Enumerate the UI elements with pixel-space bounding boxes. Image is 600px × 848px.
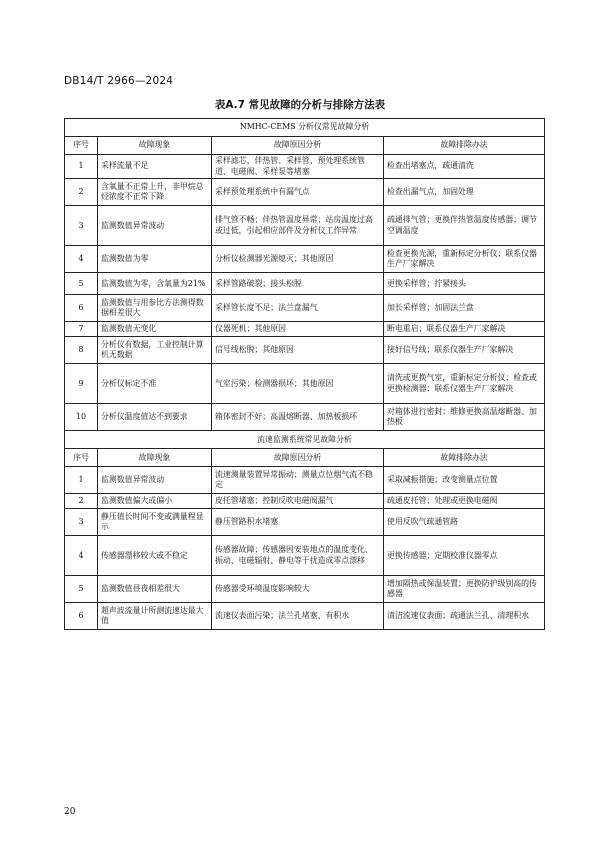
fault-cause: 采样管路破裂；接头松脱 — [212, 273, 384, 295]
column-header: 序号 — [65, 449, 98, 467]
fault-cause: 信号线松脱；其他原因 — [212, 337, 384, 364]
page-number: 20 — [64, 807, 76, 817]
row-number: 2 — [65, 494, 98, 509]
column-header-row — [65, 137, 545, 155]
row-number: 8 — [65, 337, 98, 364]
fault-remedy: 加长采样管；加固法兰盘 — [384, 295, 545, 322]
row-number: 7 — [65, 322, 98, 337]
row-number: 5 — [65, 576, 98, 603]
section-title: NMHC-CEMS 分析仪常见故障分析 — [65, 119, 545, 137]
fault-remedy: 对箱体进行密封；维修更换高温熔断器、加热板 — [384, 404, 545, 431]
row-number: 9 — [65, 364, 98, 404]
column-header: 故障原因分析 — [212, 449, 384, 467]
fault-symptom: 监测数值异常波动 — [98, 206, 212, 246]
row-number: 5 — [65, 273, 98, 295]
fault-remedy: 疏通排气管；更换伴热管温度传感器；调节空调温度 — [384, 206, 545, 246]
fault-remedy: 更换采样管；拧紧接头 — [384, 273, 545, 295]
fault-symptom: 分析仪有数据，工业控制计算机无数据 — [98, 337, 212, 364]
row-number: 6 — [65, 295, 98, 322]
table-row — [65, 494, 545, 509]
fault-remedy: 清洁流速仪表面；疏通法兰孔、清理积水 — [384, 603, 545, 630]
fault-symptom: 采样流量不足 — [98, 155, 212, 179]
fault-symptom: 传感器漂移较大或不稳定 — [98, 536, 212, 576]
section-title: 流速监测系统常见故障分析 — [65, 431, 545, 449]
fault-remedy: 检查更换光源，重新标定分析仪；联系仪器生产厂家解决 — [384, 246, 545, 273]
table-caption: 表A.7 常见故障的分析与排除方法表 — [214, 99, 386, 111]
fault-cause: 皮托管堵塞；控制反吹电磁阀漏气 — [212, 494, 384, 509]
fault-cause: 采样管长度不足；法兰盘漏气 — [212, 295, 384, 322]
fault-symptom: 监测数值与用参比方法测得数据相差很大 — [98, 295, 212, 322]
table-row — [65, 536, 545, 576]
table-row — [65, 206, 545, 246]
table-row — [65, 155, 545, 179]
fault-cause: 气室污染；检测器损坏；其他原因 — [212, 364, 384, 404]
standard-code: DB14/T 2966—2024 — [64, 75, 174, 87]
row-number: 1 — [65, 155, 98, 179]
column-header: 故障原因分析 — [212, 137, 384, 155]
fault-remedy: 检查出漏气点，加固处理 — [384, 179, 545, 206]
column-header: 故障现象 — [98, 137, 212, 155]
fault-cause: 采样滤芯、伴热管、采样管、预处理系统管道、电磁阀、采样泵等堵塞 — [212, 155, 384, 179]
fault-cause: 分析仪检测器光源熄灭；其他原因 — [212, 246, 384, 273]
fault-symptom: 含氧量不正常上升，非甲烷总烃浓度不正常下降 — [98, 179, 212, 206]
table-row — [65, 509, 545, 536]
column-header: 故障排除办法 — [384, 137, 545, 155]
row-number: 3 — [65, 206, 98, 246]
table-row — [65, 576, 545, 603]
table-row — [65, 364, 545, 404]
column-header: 故障现象 — [98, 449, 212, 467]
fault-cause: 采样预处理系统中有漏气点 — [212, 179, 384, 206]
table-row — [65, 603, 545, 630]
table-row — [65, 322, 545, 337]
fault-remedy: 采取减振措施；改变测量点位置 — [384, 467, 545, 494]
table-row — [65, 337, 545, 364]
fault-cause: 传感器受环境温度影响较大 — [212, 576, 384, 603]
fault-remedy: 清洗或更换气室，重新标定分析仪；检查或更换检测器；联系仪器生产厂家解决 — [384, 364, 545, 404]
table-row — [65, 273, 545, 295]
fault-symptom: 监测数值为零 — [98, 246, 212, 273]
fault-cause: 传感器故障；传感器因安装地点的温度变化、振动、电磁辐射、静电等干扰造成零点漂移 — [212, 536, 384, 576]
fault-symptom: 监测数值无变化 — [98, 322, 212, 337]
fault-symptom: 监测数值偏大或偏小 — [98, 494, 212, 509]
fault-remedy: 接好信号线；联系仪器生产厂家解决 — [384, 337, 545, 364]
row-number: 4 — [65, 246, 98, 273]
section-title-row — [65, 431, 545, 449]
row-number: 1 — [65, 467, 98, 494]
row-number: 3 — [65, 509, 98, 536]
row-number: 2 — [65, 179, 98, 206]
fault-remedy: 使用反吹气疏通管路 — [384, 509, 545, 536]
fault-remedy: 检查出堵塞点，疏通清洗 — [384, 155, 545, 179]
row-number: 10 — [65, 404, 98, 431]
fault-cause: 流速仪表面污染；法兰孔堵塞、有积水 — [212, 603, 384, 630]
fault-analysis-table — [64, 118, 545, 630]
fault-cause: 仪器死机；其他原因 — [212, 322, 384, 337]
row-number: 4 — [65, 536, 98, 576]
section-title-row — [65, 119, 545, 137]
column-header: 故障排除办法 — [384, 449, 545, 467]
fault-remedy: 疏通皮托管；处理或更换电磁阀 — [384, 494, 545, 509]
row-number: 6 — [65, 603, 98, 630]
fault-remedy: 断电重启；联系仪器生产厂家解决 — [384, 322, 545, 337]
fault-cause: 流速测量装置异常振动；测量点位烟气流不稳定 — [212, 467, 384, 494]
fault-cause: 箱体密封不好；高温熔断器、加热板损坏 — [212, 404, 384, 431]
table-row — [65, 246, 545, 273]
table-row — [65, 295, 545, 322]
fault-symptom: 静压值长时间不变或满量程显示 — [98, 509, 212, 536]
fault-symptom: 分析仪温度值达不到要求 — [98, 404, 212, 431]
fault-cause: 排气管不畅；伴热管温度异常；站房温度过高或过低，引起相应部件及分析仪工作异常 — [212, 206, 384, 246]
fault-symptom: 监测数值昼夜相差很大 — [98, 576, 212, 603]
fault-symptom: 分析仪标定不准 — [98, 364, 212, 404]
table-row — [65, 467, 545, 494]
fault-symptom: 监测数值为零，含氧量为21% — [98, 273, 212, 295]
table-row — [65, 179, 545, 206]
column-header: 序号 — [65, 137, 98, 155]
fault-symptom: 超声波流量计所测流速达最大值 — [98, 603, 212, 630]
fault-remedy: 增加隔热或保温装置；更换防护级别高的传感器 — [384, 576, 545, 603]
column-header-row — [65, 449, 545, 467]
fault-cause: 静压管路积水堵塞 — [212, 509, 384, 536]
table-row — [65, 404, 545, 431]
fault-symptom: 监测数值异常波动 — [98, 467, 212, 494]
fault-remedy: 更换传感器；定期校准仪器零点 — [384, 536, 545, 576]
